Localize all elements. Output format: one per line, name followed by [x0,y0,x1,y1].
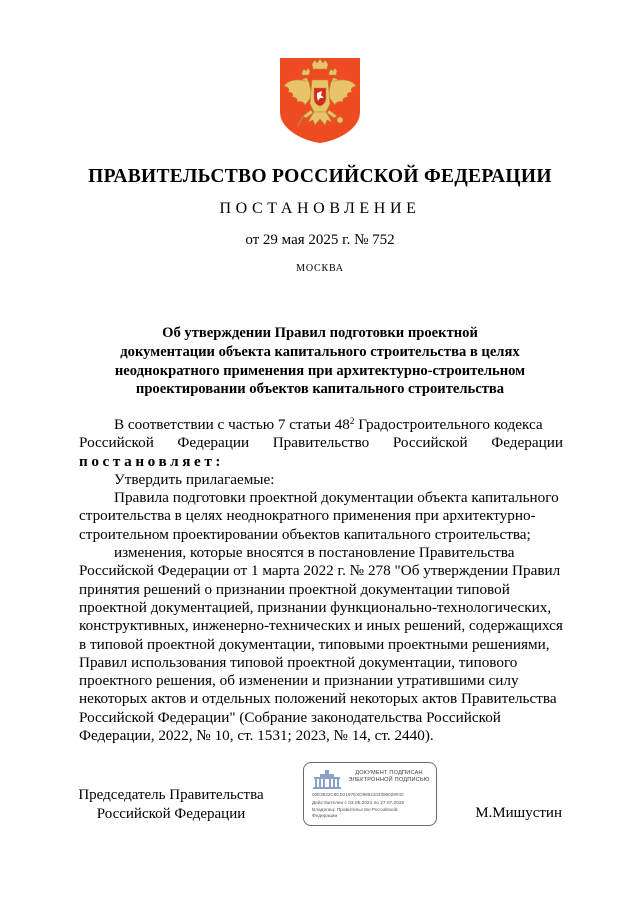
government-building-icon [312,769,342,789]
body-line: Правила подготовки проектной документации объекта капитального [114,489,559,507]
heading-line: проектировании объектов капитального строительства [135,381,505,398]
resolves-word: постановляет: [79,452,225,470]
certificate-serial: 00E3632C6CD2197EXD9892103399028#4C [312,792,405,797]
body-line: Российской Федерации от 1 марта 2022 г. № 278 "Об утверждении Правил [79,562,561,580]
body-line: принятия решений о признании проектной документации типовой [79,580,510,598]
body-line: в типовой проектной документации, типовыми проектными решениями, [79,635,550,653]
body-line: строительном проектировании объектов капитального строительства; [79,525,531,543]
government-title: ПРАВИТЕЛЬСТВО РОССИЙСКОЙ ФЕДЕРАЦИИ [88,166,552,187]
decree-heading [80,324,560,399]
decree-date-number: от 29 мая 2025 г. № 752 [245,232,395,248]
russian-coat-of-arms-icon [276,56,364,144]
decree-body [79,416,563,745]
decree-place: МОСКВА [296,263,344,274]
heading-line: неоднократного применения при архитектурно-строительном [114,362,526,379]
body-line: Правил использования типовой проектной документации, типового [79,653,518,671]
heading-line: документации объекта капитального строительства в целях [120,343,520,360]
body-line: Федерации, 2022, № 10, ст. 1531; 2023, № 14, ст. 2440). [79,727,434,745]
certificate-details: Действителен с 03.05.2024 по 27.07.2025 Владелец: Правительство Российской Федерации [312,801,405,820]
body-line: проектной документацией, признании функционально-технологических, [79,598,552,616]
signatory-name: М.Мишустин [475,805,562,821]
body-line: строительства в целях неоднократного применения при архитектурно- [79,507,536,525]
decree-type: ПОСТАНОВЛЕНИЕ [219,200,421,217]
stamp-title: ДОКУМЕНТ ПОДПИСАН ЭЛЕКТРОННОЙ ПОДПИСЬЮ [348,770,430,783]
body-line: проектного решения, об изменении и признании утратившими силу [79,672,519,690]
legal-basis-text: В соответствии с частью 7 статьи $48^2$ Градостроительного кодекса [114,416,543,433]
electronic-signature-stamp [303,762,437,826]
article-superscript: 2 [349,416,355,426]
heading-line: Об утверждении Правил подготовки проектной [162,325,478,341]
body-line: Утвердить прилагаемые: [114,470,275,488]
body-line: Российской Федерации" (Собрание законодательства Российской [79,708,501,726]
body-line [79,416,563,434]
body-line: изменения, которые вносятся в постановление Правительства [114,544,515,562]
body-line: Российской Федерации Правительство Российской Федерации [79,434,563,452]
signatory-position: Председатель Правительства Российской Федерации [78,787,264,822]
body-line: некоторых актов и отдельных положений некоторых актов Правительства [79,690,557,708]
body-line: конструктивных, инженерно-технических и иных решений, содержащихся [79,617,563,635]
